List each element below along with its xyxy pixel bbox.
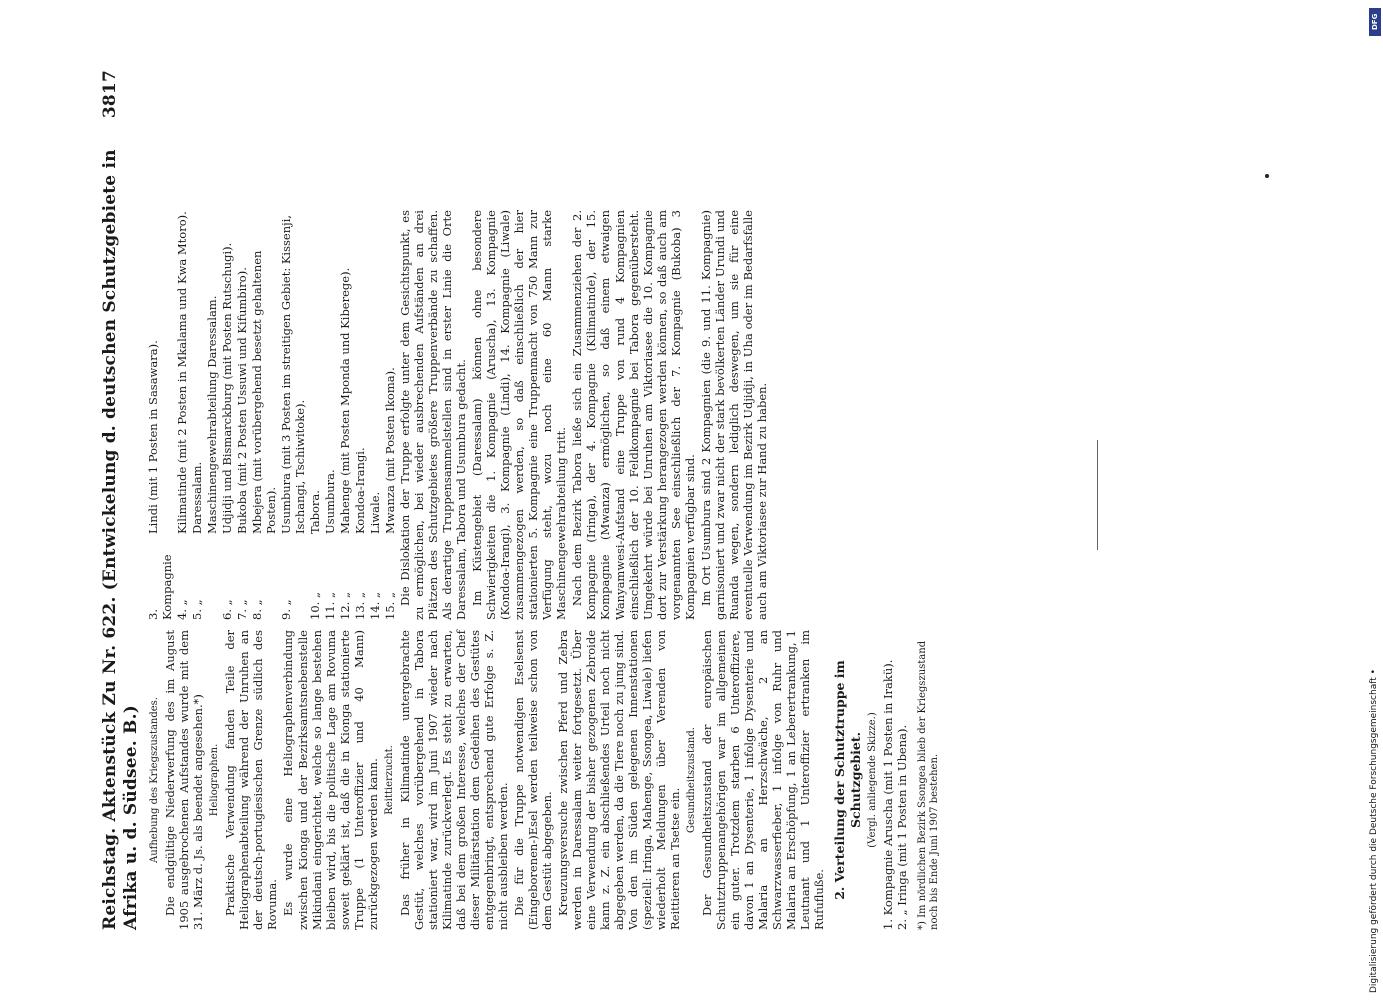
company-number: 6. „ [220, 599, 235, 620]
company-number: 9. „ [279, 599, 294, 620]
company-location: Maschinengewehrabteilung Daressalam. [205, 295, 220, 534]
paragraph: Die für die Truppe notwendigen Eselsenst (Eingeborenen-)Esel werden teilweise schon von dem Gestüt abgegeben. [511, 630, 554, 930]
section-heading: Aufhebung des Kriegszustandes. [149, 697, 160, 864]
ink-dot [1265, 174, 1269, 178]
company-list-item [250, 210, 278, 620]
company-number [205, 540, 219, 620]
page-header [100, 70, 141, 930]
company-list-item [175, 210, 189, 620]
chapter-heading: 2. Verteilung der Schutztruppe im Schutzgebiet. [832, 660, 863, 900]
company-location: Mbejera (mit vorübergehend besetzt gehaltenen Posten). [250, 250, 279, 534]
sidebar [1369, 8, 1383, 993]
paragraph: Die endgültige Niederwerfung des im August 1905 ausgebrochenen Aufstandes wurde mit dem 31. März d. Js. als beendet angesehen.*) [163, 630, 206, 930]
sidebar-credit: Digitalisierung gefördert durch die Deutsche Forschungsgemeinschaft • [1369, 669, 1379, 993]
company-location: Kilimatinde (mit 2 Posten in Mkalama und Kwa Mtoro). [175, 211, 190, 534]
list-item: 1. Kompagnie Aruscha (mit 1 Posten in Irakü). [881, 659, 896, 930]
page-number: 3817 [100, 70, 120, 119]
section-heading: Heliographen. [209, 743, 221, 817]
company-list-item [146, 210, 174, 620]
company-location: Mwanza (mit Posten Ikoma). [383, 367, 398, 534]
company-list-item [383, 210, 397, 620]
section-heading: Gesundheitszustand. [686, 727, 698, 833]
company-number: 13. „ [353, 592, 368, 620]
divider-line [1097, 440, 1098, 550]
column-right [145, 210, 771, 620]
company-location: Mahenge (mit Posten Mponda und Kiberege). [338, 267, 353, 534]
company-list-item [308, 210, 322, 620]
company-number: 14. „ [368, 592, 383, 620]
paragraph: Im Ort Usumbura sind 2 Kompagnien (die 9. und 11. Kompagnie) garnisoniert und zwar nicht der stark bevölkerten Länder Urundi und Ruanda wegen, sondern lediglich deswegen, um sie für eine eventuelle Verwendung im Bezirk Udjidji, in Uha oder im Bedarfsfalle auch am Viktoriasee zur Hand zu haben. [698, 210, 769, 620]
company-location: Tabora. [308, 490, 323, 534]
paragraph: Nach dem Bezirk Tabora ließe sich ein Zusammenziehen der 2. Kompagnie (Iringa), der 4. Kompagnie (Kilimatinde), der 15. Kompagnie (Mwanza) ermöglichen, so daß einem etwaigen Wanyamwesi-Aufstand eine Truppe von rund 4 Kompagnien einschließlich der 10. Feldkompagnie bei Tabora gegenübersteht. Umgekehrt würde bei Unruhen am Viktoriasee die 10. Kompagnie dort zur Verstärkung herangezogen werden können, so daß auch am vorgenannten See einschließlich der 7. Kompagnie (Bukoba) 3 Kompagnien verfügbar sind. [570, 210, 697, 620]
company-list-item [368, 210, 382, 620]
company-list-item [205, 210, 219, 620]
company-list-item [279, 210, 307, 620]
company-list-item [235, 210, 249, 620]
company-number: 5. „ [190, 599, 205, 620]
company-location: Daressalam. [190, 461, 205, 534]
company-location: Lindi (mit 1 Posten in Sasawara). [146, 340, 160, 534]
footnote: *) Im nördlichen Bezirk Ssongea blieb der Kriegszustand noch bis Ende Juni 1907 bestehen. [917, 640, 941, 930]
list-item: 2. „ Iringa (mit 1 Posten in Ubena). [895, 724, 910, 930]
company-number: 3. Kompagnie [146, 554, 175, 620]
paragraph: Es wurde eine Heliographenverbindung zwischen Kionga und der Bezirksamtsnebenstelle Mikindani eingerichtet, welche so lange bestehen bleiben wird, bis die politische Lage am Rovuma soweit geklärt ist, daß die in Kionga stationierte Truppe (1 Unteroffizier und 40 Mann) zurückgezogen werden kann. [281, 630, 380, 930]
company-list-item [323, 210, 337, 620]
company-location: Bukoba (mit 2 Posten Ussuwi und Kifumbiro). [235, 267, 250, 534]
company-number: 11. „ [323, 592, 338, 620]
company-location: Usumbura (mit 3 Posten im streitigen Gebiet: Kissenji, Ischangi, Tschiwitoke). [279, 214, 308, 534]
company-location: Udjidji und Bismarckburg (mit Posten Rutschugi). [220, 242, 235, 534]
column-left [145, 630, 942, 930]
paragraph: Der Gesundheitszustand der europäischen Schutztruppenangehörigen war im allgemeinen ein guter. Trotzdem starben 6 Unteroffiziere, davon 1 an Dysenterie, 1 infolge Dysenterie und Malaria an Herzschwäche, 2 an Schwarzwasserfieber, 1 infolge von Ruhr und Malaria an Erschöpfung, 1 an Leberertrankung, 1 Leutnant und 1 Unteroffizier ertranken im Rufufluße. [700, 630, 827, 930]
company-number: 12. „ [338, 592, 353, 620]
company-number: 10. „ [308, 592, 323, 620]
chapter-subheading: (Vergl. anliegende Skizze.) [866, 712, 878, 848]
company-list-item [220, 210, 234, 620]
company-list [146, 210, 397, 620]
paragraph: Im Küstengebiet (Daressalam) können ohne besondere Schwierigkeiten die 1. Kompagnie (Aruscha), 13. Kompagnie (Kondoa-Irangi), 3. Kompagnie (Lindi), 14. Kompagnie (Liwale) zusammengezogen werden, so daß einschließlich der hier stationierten 5. Kompagnie eine Truppenmacht von 750 Mann zur Verfügung steht, wozu noch eine 60 Mann starke Maschinengewehrabteilung tritt. [470, 210, 569, 620]
paragraph: Die Dislokation der Truppe erfolgte unter dem Gesichtspunkt, es zu ermöglichen, bei wieder ausbrechenden Aufständen an drei Plätzen des Schutzgebietes größere Truppenverbände zu schaffen. Als derartige Truppensammelstellen sind in erster Linie die Orte Daressalam, Tabora und Usumbura gedacht. [398, 210, 469, 620]
document-page [90, 50, 1090, 950]
company-list-item [338, 210, 352, 620]
paragraph: Praktische Verwendung fanden Teile der Heliographenabteilung während der Unruhen an der deutsch-portugiesischen Grenze südlich des Rovuma. [223, 630, 280, 930]
paragraph: Kreuzungsversuche zwischen Pferd und Zebra werden in Daressalam weiter fortgesetzt. Über eine Verwendung der bisher gezogenen Zebroide kann z. Z. ein abschließendes Urteil noch nicht abgegeben werden, da die Tiere noch zu jung sind. Von den im Süden gelegenen Innenstationen (speziell: Iringa, Mahenge, Ssongea, Liwale) liefen wiederholt Meldungen über Verenden von Reittieren an Tsetse ein. [555, 630, 683, 930]
company-number: 4. „ [175, 599, 190, 620]
company-number: 7. „ [235, 599, 250, 620]
company-list-item [190, 210, 204, 620]
company-location: Usumbura. [323, 469, 338, 534]
company-list-item [353, 210, 367, 620]
company-number: 8. „ [250, 599, 265, 620]
paragraph: Das früher in Kilimatinde untergebrachte Gestüt, welches vorübergehend in Tabora stationiert war, wird im Juni 1907 wieder nach Kilimatinde zurückverlegt. Es steht zu erwarten, daß bei dem großen Interesse, welches der Chef dieser Militärstation dem Gedeihen des Gestütes entgegenbringt, entsprechend gute Erfolge s. Z. nicht ausbleiben werden. [397, 630, 510, 930]
dfg-logo-icon: DFG [1369, 8, 1381, 36]
company-location: Kondoa-Irangi. [353, 447, 368, 534]
header-title: Reichstag. Aktenstück Zu Nr. 622. (Entwickelung d. deutschen Schutzgebiete in Afrika u. d. Südsee. B.) [100, 149, 141, 930]
company-number: 15. „ [383, 592, 398, 620]
company-location: Liwale. [368, 491, 383, 534]
section-heading: Reittierzucht. [383, 745, 395, 815]
